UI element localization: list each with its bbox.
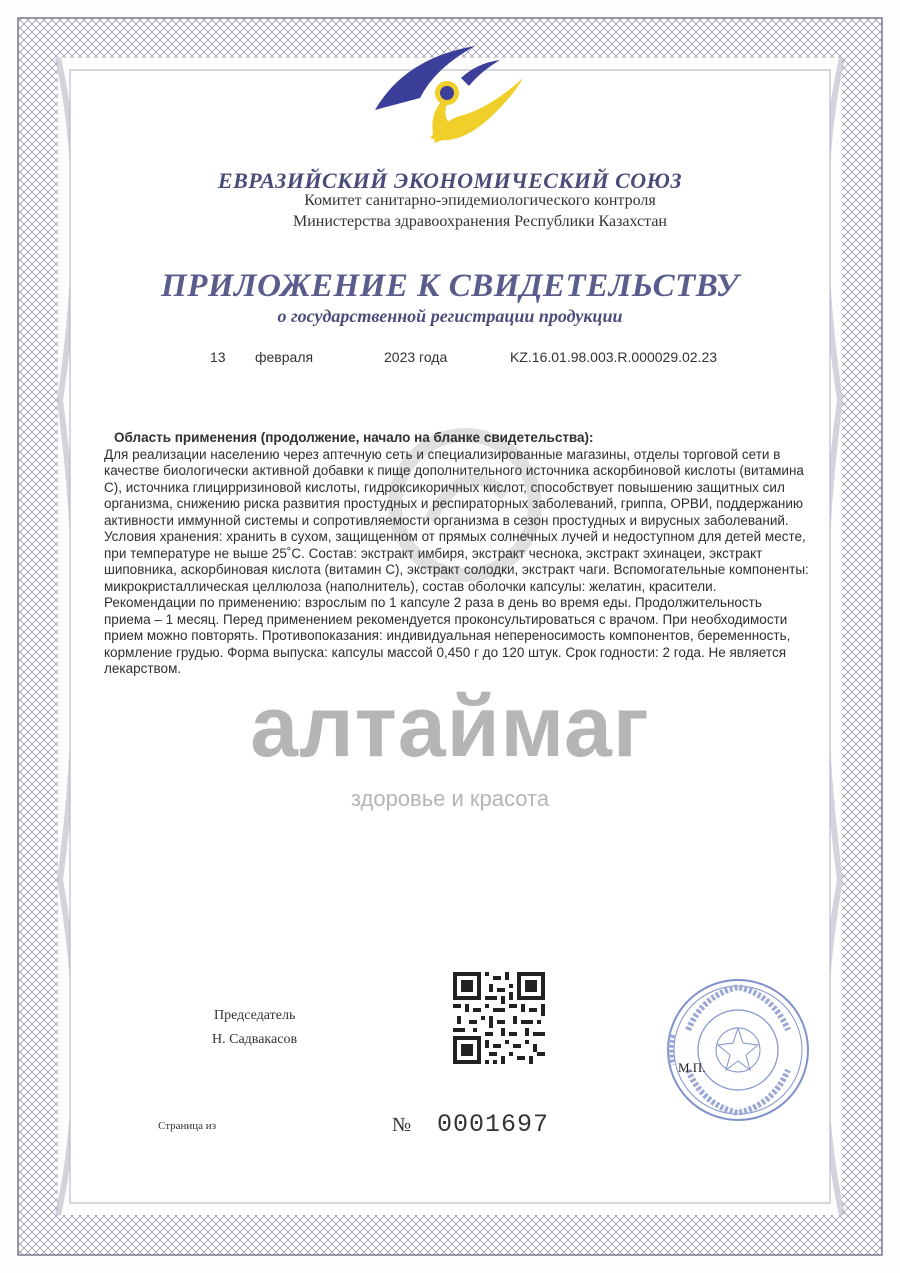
eaeu-logo — [365, 38, 535, 148]
document-title: ПРИЛОЖЕНИЕ К СВИДЕТЕЛЬСТВУ — [161, 268, 739, 304]
serial-number: 0001697 — [437, 1110, 550, 1139]
stamp-mark: М.П. — [678, 1060, 706, 1075]
date-month: февраля — [255, 349, 314, 365]
watermark-tagline: здоровье и красота — [350, 786, 550, 811]
org-name: ЕВРАЗИЙСКИЙ ЭКОНОМИЧЕСКИЙ СОЮЗ — [217, 168, 683, 193]
org-committee: Комитет санитарно-эпидемиологического контроля — [304, 192, 656, 209]
section-title: Область применения (продолжение, начало на бланке свидетельства): — [114, 430, 594, 445]
number-sign: № — [392, 1114, 412, 1136]
watermark-brand: алтаймаг — [250, 679, 650, 775]
signer-name: Н. Садвакасов — [212, 1032, 298, 1047]
signer-title: Председатель — [214, 1008, 296, 1023]
qr-code — [453, 972, 545, 1064]
document-subtitle: о государственной регистрации продукции — [277, 306, 623, 326]
section-body: Для реализации населению через аптечную сеть и специализированные магазины, отделы торговой сети в качестве биологически активной добавки к пище дополнительного источника аскорбиновой кислоты (витамина С), источника глицирризиновой кислоты, гидроксикоричных кислот, способствует повышению защитных сил организма, снижению риска развития простудных и респираторных заболеваний, гриппа, ОРВИ, поддержанию активности иммунной системы и сопротивляемости организма в сезон простудных и вирусных заболеваний. Условия хранения: хранить в сухом, защищенном от прямых солнечных лучей и недоступном для детей месте, при температуре не выше 25˚С. Состав: экстракт имбиря, экстракт чеснока, экстракт эхинацеи, экстракт шиповника, аскорбиновая кислота (витамин С), экстракт солодки, экстракт чаги. Вспомогательные компоненты: микрокристаллическая целлюлоза (наполнитель), состав оболочки капсулы: желатин, красители. Рекомендации по применению: взрослым по 1 капсуле 2 раза в день во время еды. Продолжительность приема – 1 месяц. Перед применением рекомендуется проконсультироваться с врачом. При необходимости прием можно повторять. Противопоказания: индивидуальная непереносимость компонентов, беременность, кормление грудью. Форма выпуска: капсулы массой 0,450 г до 120 штук. Срок годности: 2 года. Не является лекарством. — [104, 446, 809, 676]
official-stamp — [648, 975, 818, 1125]
org-ministry: Министерства здравоохранения Республики Казахстан — [293, 213, 667, 230]
registration-number: KZ.16.01.98.003.R.000029.02.23 — [510, 349, 718, 365]
page-label: Страница из — [158, 1120, 217, 1132]
date-day: 13 — [210, 349, 226, 365]
date-year: 2023 года — [384, 349, 448, 365]
application-area-text — [104, 430, 809, 678]
